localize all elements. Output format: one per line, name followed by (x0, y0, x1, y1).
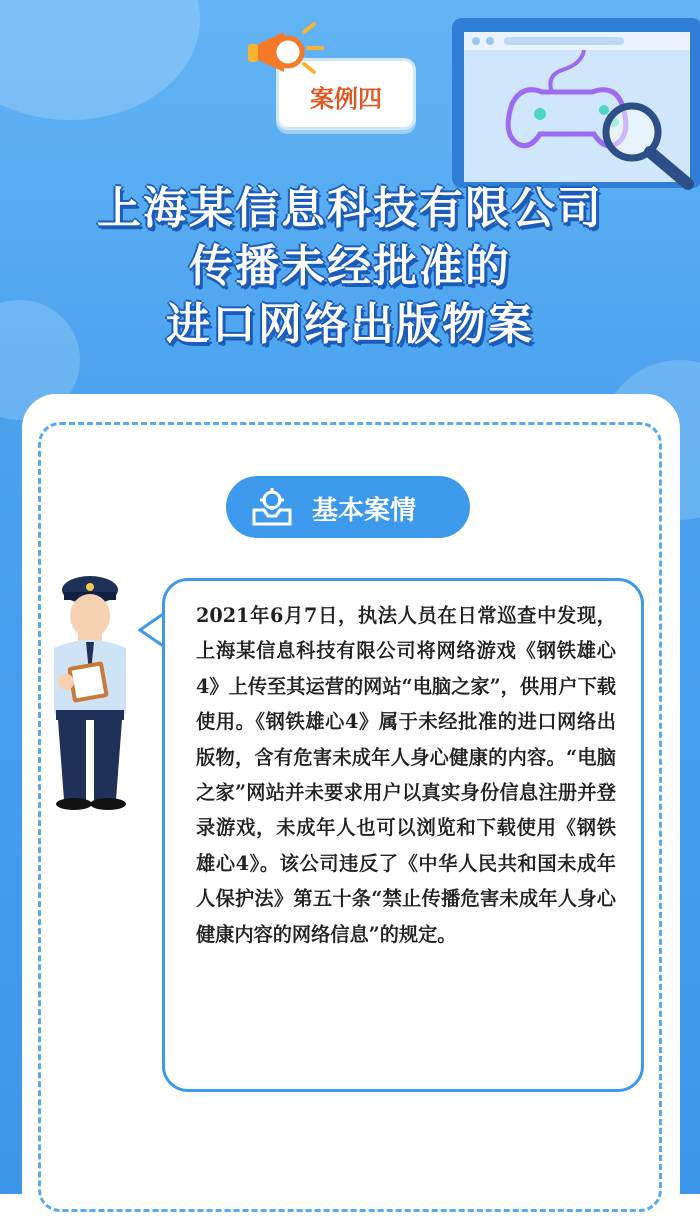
page-title (0, 180, 700, 354)
title-line-3: 进口网络出版物案 (166, 299, 534, 350)
section-title: 基本案情 (312, 496, 417, 526)
police-officer-illustration (40, 572, 140, 812)
inbox-target-icon (250, 486, 294, 530)
title-line-2: 传播未经批准的 (189, 241, 511, 292)
title-line-1: 上海某信息科技有限公司 (97, 183, 603, 234)
case-description: 2021年6月7日，执法人员在日常巡查中发现，上海某信息科技有限公司将网络游戏《钢铁雄心4》上传至其运营的网站“电脑之家”，供用户下载使用。《钢铁雄心4》属于未经批准的进口网络出版物，含有危害未成年人身心健康的内容。“电脑之家”网站并未要求用户以真实身份信息注册并登录游戏，未成年人也可以浏览和下载使用《钢铁雄心4》。该公司违反了《中华人民共和国未成年人保护法》第五十条“禁止传播危害未成年人身心健康内容的网络信息”的规定。 (196, 604, 616, 946)
megaphone-icon (246, 18, 326, 88)
monitor-gamepad-icon (452, 14, 700, 192)
case-tag-label: 案例四 (310, 84, 382, 113)
